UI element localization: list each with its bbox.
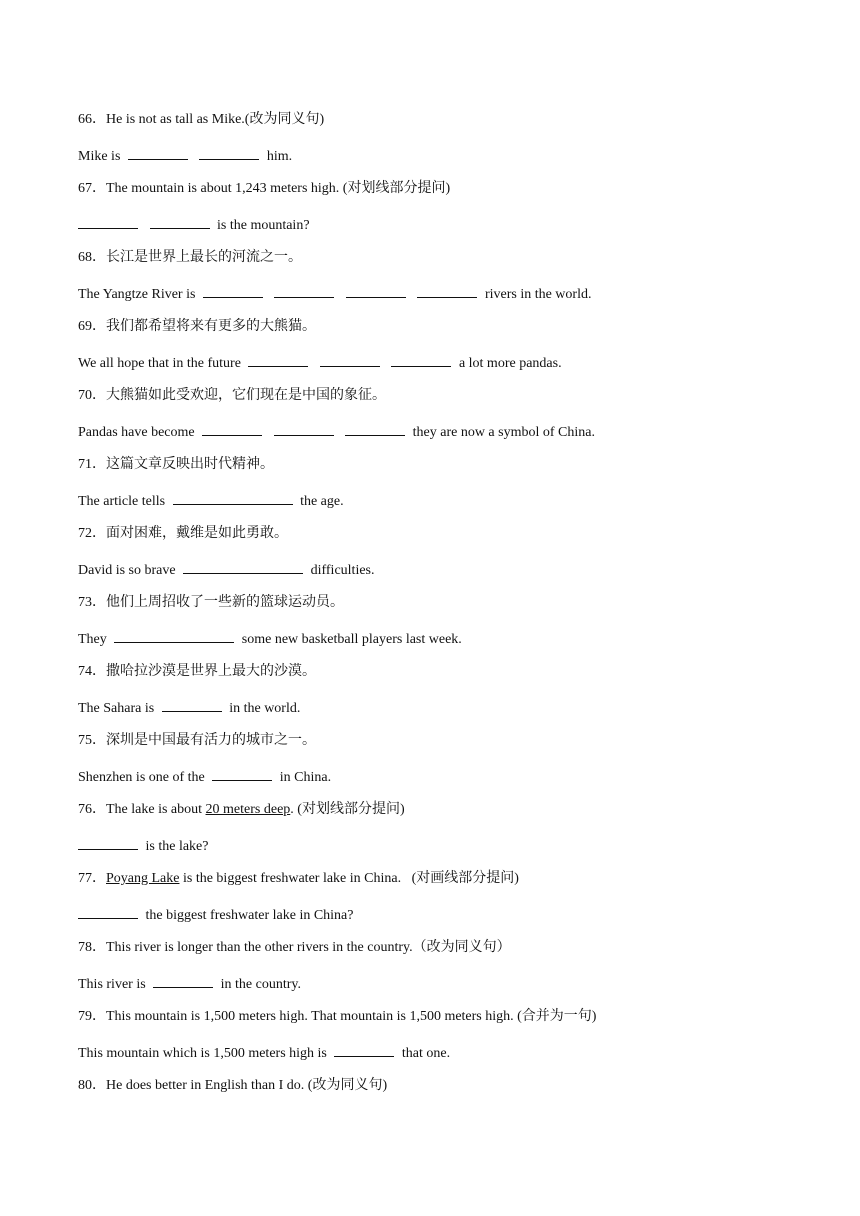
answer-text: The Yangtze River is xyxy=(78,287,196,302)
answer-text: Shenzhen is one of the xyxy=(78,770,205,785)
answer-text: in the world. xyxy=(229,701,301,716)
answer-text: Pandas have become xyxy=(78,425,195,440)
question-number: 74． xyxy=(78,664,106,679)
answer-blank[interactable] xyxy=(153,973,213,988)
answer-text: They xyxy=(78,632,107,647)
answer-text: The article tells xyxy=(78,494,166,509)
question-78 xyxy=(78,938,511,958)
question-79 xyxy=(78,1007,596,1027)
question-74 xyxy=(78,662,316,682)
answer-text: is the mountain? xyxy=(217,218,310,233)
question-text: is the biggest freshwater lake in China. (对画线部分提问) xyxy=(179,871,519,886)
answer-blank[interactable] xyxy=(78,214,138,229)
answer-72 xyxy=(78,559,375,581)
answer-blank[interactable] xyxy=(150,214,210,229)
question-text: 我们都希望将来有更多的大熊猫。 xyxy=(106,319,316,334)
answer-blank[interactable] xyxy=(274,421,334,436)
answer-66 xyxy=(78,145,292,167)
question-75 xyxy=(78,731,316,751)
question-number: 66． xyxy=(78,112,106,127)
answer-71 xyxy=(78,490,344,512)
answer-blank[interactable] xyxy=(173,490,293,505)
question-text: 他们上周招收了一些新的篮球运动员。 xyxy=(106,595,344,610)
question-number: 77． xyxy=(78,871,106,886)
question-number: 72． xyxy=(78,526,106,541)
question-71 xyxy=(78,455,274,475)
answer-text: the biggest freshwater lake in China? xyxy=(145,908,354,923)
answer-blank[interactable] xyxy=(162,697,222,712)
answer-blank[interactable] xyxy=(417,283,477,298)
question-73 xyxy=(78,593,344,613)
question-text: He is not as tall as Mike.(改为同义句) xyxy=(106,112,325,127)
answer-blank[interactable] xyxy=(199,145,259,160)
underlined-phrase: Poyang Lake xyxy=(106,871,180,886)
answer-text: David is so brave xyxy=(78,563,176,578)
answer-blank[interactable] xyxy=(391,352,451,367)
answer-blank[interactable] xyxy=(320,352,380,367)
answer-blank[interactable] xyxy=(334,1042,394,1057)
answer-text: Mike is xyxy=(78,149,121,164)
answer-text: some new basketball players last week. xyxy=(241,632,462,647)
question-text: 长江是世界上最长的河流之一。 xyxy=(106,250,302,265)
question-number: 68． xyxy=(78,250,106,265)
question-text: He does better in English than I do. (改为同义句) xyxy=(106,1078,388,1093)
question-number: 80． xyxy=(78,1078,106,1093)
question-text: This river is longer than the other rivers in the country.（改为同义句） xyxy=(106,940,511,955)
question-number: 79． xyxy=(78,1009,106,1024)
question-text: . (对划线部分提问) xyxy=(290,802,405,817)
answer-blank[interactable] xyxy=(274,283,334,298)
answer-text: a lot more pandas. xyxy=(458,356,562,371)
answer-text: in the country. xyxy=(220,977,302,992)
question-text: This mountain is 1,500 meters high. That mountain is 1,500 meters high. (合并为一句) xyxy=(106,1009,597,1024)
answer-69 xyxy=(78,352,562,374)
question-number: 67． xyxy=(78,181,106,196)
answer-74 xyxy=(78,697,300,719)
answer-79 xyxy=(78,1042,450,1064)
answer-blank[interactable] xyxy=(78,835,138,850)
question-77 xyxy=(78,869,519,889)
answer-blank[interactable] xyxy=(114,628,234,643)
answer-blank[interactable] xyxy=(345,421,405,436)
answer-text: is the lake? xyxy=(145,839,209,854)
answer-text: they are now a symbol of China. xyxy=(412,425,595,440)
answer-blank[interactable] xyxy=(203,283,263,298)
question-68 xyxy=(78,248,302,268)
question-66 xyxy=(78,110,324,130)
question-72 xyxy=(78,524,288,544)
question-80 xyxy=(78,1076,387,1096)
answer-text: the age. xyxy=(300,494,344,509)
answer-text: that one. xyxy=(401,1046,451,1061)
question-69 xyxy=(78,317,316,337)
question-text: 大熊猫如此受欢迎，它们现在是中国的象征。 xyxy=(106,388,386,403)
answer-68 xyxy=(78,283,591,305)
question-70 xyxy=(78,386,386,406)
answer-76 xyxy=(78,835,208,857)
answer-blank[interactable] xyxy=(212,766,272,781)
question-number: 69． xyxy=(78,319,106,334)
question-text: The mountain is about 1,243 meters high. (对划线部分提问) xyxy=(106,181,451,196)
answer-blank[interactable] xyxy=(78,904,138,919)
question-number: 70． xyxy=(78,388,106,403)
question-number: 75． xyxy=(78,733,106,748)
answer-blank[interactable] xyxy=(248,352,308,367)
answer-text: difficulties. xyxy=(310,563,375,578)
answer-70 xyxy=(78,421,595,443)
answer-78 xyxy=(78,973,301,995)
question-text: The lake is about xyxy=(106,802,206,817)
answer-67 xyxy=(78,214,310,236)
question-text: 这篇文章反映出时代精神。 xyxy=(106,457,274,472)
answer-blank[interactable] xyxy=(346,283,406,298)
question-number: 76． xyxy=(78,802,106,817)
answer-text: This mountain which is 1,500 meters high is xyxy=(78,1046,327,1061)
answer-text: in China. xyxy=(279,770,332,785)
answer-77 xyxy=(78,904,353,926)
answer-75 xyxy=(78,766,331,788)
underlined-phrase: 20 meters deep xyxy=(205,802,291,817)
question-text: 撒哈拉沙漠是世界上最大的沙漠。 xyxy=(106,664,316,679)
answer-text: him. xyxy=(266,149,293,164)
answer-text: rivers in the world. xyxy=(484,287,592,302)
question-number: 78． xyxy=(78,940,106,955)
answer-text: We all hope that in the future xyxy=(78,356,241,371)
question-number: 71． xyxy=(78,457,106,472)
question-67 xyxy=(78,179,450,199)
answer-blank[interactable] xyxy=(183,559,303,574)
answer-text: This river is xyxy=(78,977,146,992)
answer-blank[interactable] xyxy=(128,145,188,160)
question-text: 深圳是中国最有活力的城市之一。 xyxy=(106,733,316,748)
question-text: 面对困难，戴维是如此勇敢。 xyxy=(106,526,288,541)
answer-blank[interactable] xyxy=(202,421,262,436)
question-number: 73． xyxy=(78,595,106,610)
answer-73 xyxy=(78,628,462,650)
answer-text: The Sahara is xyxy=(78,701,155,716)
question-76 xyxy=(78,800,405,820)
